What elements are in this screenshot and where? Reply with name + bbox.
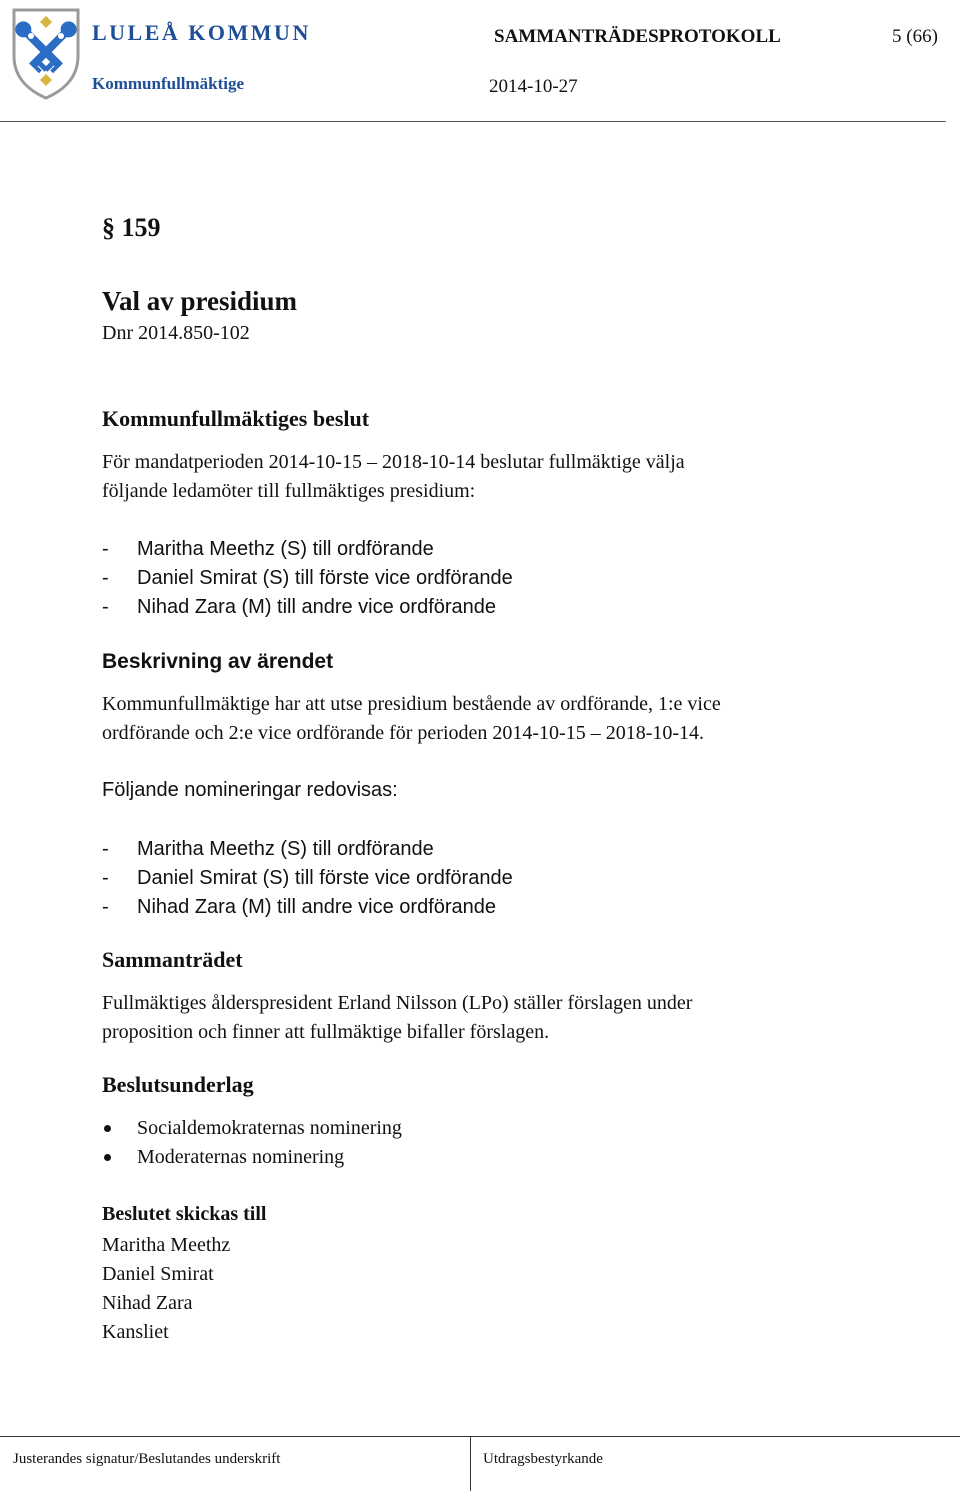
recipient: Daniel Smirat bbox=[102, 1263, 214, 1285]
page-number: 5 (66) bbox=[892, 26, 938, 47]
header-divider bbox=[0, 121, 946, 122]
list-item bbox=[102, 1143, 902, 1172]
document-type: SAMMANTRÄDESPROTOKOLL bbox=[494, 26, 781, 47]
footer-divider bbox=[0, 1436, 960, 1437]
recipient: Maritha Meethz bbox=[102, 1234, 231, 1256]
list-item-text: Moderaternas nominering bbox=[137, 1146, 345, 1168]
bullet-icon bbox=[104, 1154, 111, 1161]
sent-to-heading: Beslutet skickas till bbox=[102, 1203, 267, 1225]
basis-heading: Beslutsunderlag bbox=[102, 1072, 254, 1097]
list-item: - Nihad Zara (M) till andre vice ordförande bbox=[102, 593, 902, 622]
list-item-text: Nihad Zara (M) till andre vice ordförande bbox=[137, 896, 497, 918]
governing-body: Kommunfullmäktige bbox=[92, 74, 245, 93]
description-text bbox=[102, 690, 902, 748]
list-item: - Daniel Smirat (S) till förste vice ordförande bbox=[102, 564, 902, 593]
diary-number: Dnr 2014.850-102 bbox=[102, 322, 250, 344]
recipient: Kansliet bbox=[102, 1321, 169, 1343]
footer-separator bbox=[470, 1436, 471, 1491]
decision-text bbox=[102, 448, 902, 506]
recipient: Nihad Zara bbox=[102, 1292, 193, 1314]
organization-name: LULEÅ KOMMUN bbox=[92, 20, 311, 45]
nominations-list bbox=[102, 835, 902, 922]
description-heading: Beskrivning av ärendet bbox=[102, 650, 334, 673]
decision-line: För mandatperioden 2014-10-15 – 2018-10-14 beslutar fullmäktige välja bbox=[102, 451, 685, 473]
list-item-text: Socialdemokraternas nominering bbox=[137, 1117, 402, 1139]
section-number: § 159 bbox=[102, 213, 161, 242]
page-title: Val av presidium bbox=[102, 286, 298, 316]
list-item-text: Daniel Smirat (S) till förste vice ordförande bbox=[137, 867, 513, 889]
list-item-text: Maritha Meethz (S) till ordförande bbox=[137, 838, 434, 860]
meeting-line: proposition och finner att fullmäktige bifaller förslagen. bbox=[102, 1021, 550, 1043]
recipient-list bbox=[102, 1231, 502, 1347]
list-item bbox=[102, 1114, 902, 1143]
extract-certification-label: Utdragsbestyrkande bbox=[483, 1451, 603, 1467]
list-item-text: Nihad Zara (M) till andre vice ordförande bbox=[137, 596, 497, 618]
decision-line: följande ledamöter till fullmäktiges presidium: bbox=[102, 480, 476, 502]
nominations-intro: Följande nomineringar redovisas: bbox=[102, 779, 398, 801]
list-item: - Maritha Meethz (S) till ordförande bbox=[102, 535, 902, 564]
description-line: Kommunfullmäktige har att utse presidium bestående av ordförande, 1:e vice bbox=[102, 693, 721, 715]
meeting-text bbox=[102, 989, 902, 1047]
signature-label: Justerandes signatur/Beslutandes underskrift bbox=[13, 1451, 281, 1467]
description-line: ordförande och 2:e vice ordförande för perioden 2014-10-15 – 2018-10-14. bbox=[102, 722, 705, 744]
meeting-heading: Sammanträdet bbox=[102, 947, 243, 972]
meeting-line: Fullmäktiges ålderspresident Erland Nilsson (LPo) ställer förslagen under bbox=[102, 992, 693, 1014]
decision-heading: Kommunfullmäktiges beslut bbox=[102, 406, 370, 431]
meeting-date: 2014-10-27 bbox=[489, 76, 578, 97]
list-item-text: Maritha Meethz (S) till ordförande bbox=[137, 538, 434, 560]
list-item: - Nihad Zara (M) till andre vice ordförande bbox=[102, 893, 902, 922]
list-item-text: Daniel Smirat (S) till förste vice ordförande bbox=[137, 567, 513, 589]
list-item: - Maritha Meethz (S) till ordförande bbox=[102, 835, 902, 864]
municipality-crest-logo bbox=[10, 4, 82, 100]
decision-list bbox=[102, 535, 902, 622]
list-item: - Daniel Smirat (S) till förste vice ordförande bbox=[102, 864, 902, 893]
bullet-icon bbox=[104, 1125, 111, 1132]
basis-list bbox=[102, 1114, 902, 1172]
